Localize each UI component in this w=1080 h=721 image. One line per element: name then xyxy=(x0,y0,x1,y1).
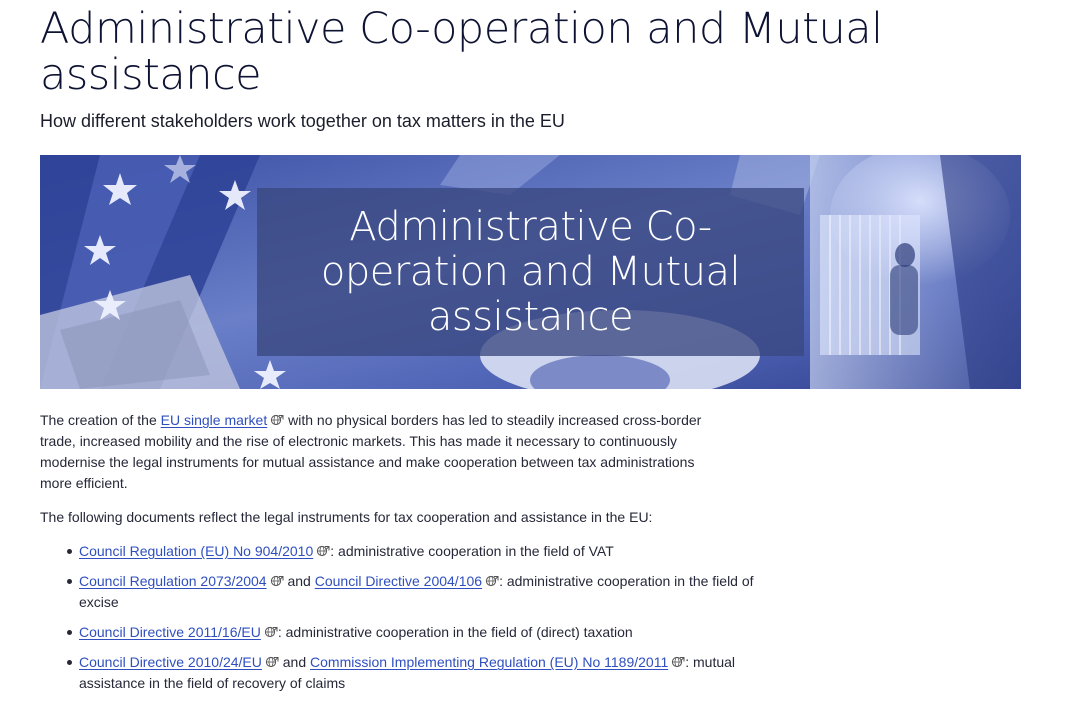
document-link[interactable]: Council Regulation 2073/2004 xyxy=(79,573,267,589)
document-link[interactable]: Council Directive 2010/24/EU xyxy=(79,654,262,670)
list-item xyxy=(62,571,760,613)
external-link-icon xyxy=(482,573,499,589)
document-link[interactable]: Council Directive 2011/16/EU xyxy=(79,624,261,640)
document-description: : administrative cooperation in the field of VAT xyxy=(330,543,614,559)
document-joiner: and xyxy=(278,654,311,670)
external-link-icon xyxy=(261,624,278,640)
document-link[interactable]: Commission Implementing Regulation (EU) No 1189/2011 xyxy=(310,654,669,670)
intro-text-before: The creation of the xyxy=(40,412,161,428)
external-link-icon xyxy=(267,573,284,589)
document-link[interactable]: Council Regulation (EU) No 904/2010 xyxy=(79,543,314,559)
external-link-icon xyxy=(262,654,279,670)
eu-single-market-link[interactable]: EU single market xyxy=(160,412,268,428)
page-subtitle: How different stakeholders work together on tax matters in the EU xyxy=(40,111,565,131)
documents-list xyxy=(40,541,760,694)
external-link-icon xyxy=(668,654,685,670)
list-item xyxy=(62,541,760,562)
document-description: : mutual assistance in the field of recovery of claims xyxy=(79,654,736,691)
hero-banner xyxy=(40,155,1021,389)
document-joiner: and xyxy=(283,573,315,589)
page-title: Administrative Co-operation and Mutual assistance xyxy=(40,4,883,100)
intro-paragraph xyxy=(40,410,720,494)
external-link-icon xyxy=(267,412,284,428)
banner-title-box xyxy=(257,188,804,356)
banner-title: Administrative Co-operation and Mutual assistance xyxy=(320,203,741,340)
external-link-icon xyxy=(313,543,330,559)
document-description: : administrative cooperation in the field of excise xyxy=(79,573,754,610)
document-description: : administrative cooperation in the field of (direct) taxation xyxy=(277,624,633,640)
list-item xyxy=(62,622,760,643)
intro-text-after: with no physical borders has led to steadily increased cross-border trade, increased mobility and the rise of electronic markets. This has made it necessary to continuously modernise the legal instruments for mutual assistance and make cooperation between tax administrations more efficient. xyxy=(40,412,702,491)
main-content xyxy=(40,410,760,703)
document-link[interactable]: Council Directive 2004/106 xyxy=(314,573,483,589)
documents-lead: The following documents reflect the legal instruments for tax cooperation and assistance in the EU: xyxy=(40,509,653,525)
list-item xyxy=(62,652,760,694)
